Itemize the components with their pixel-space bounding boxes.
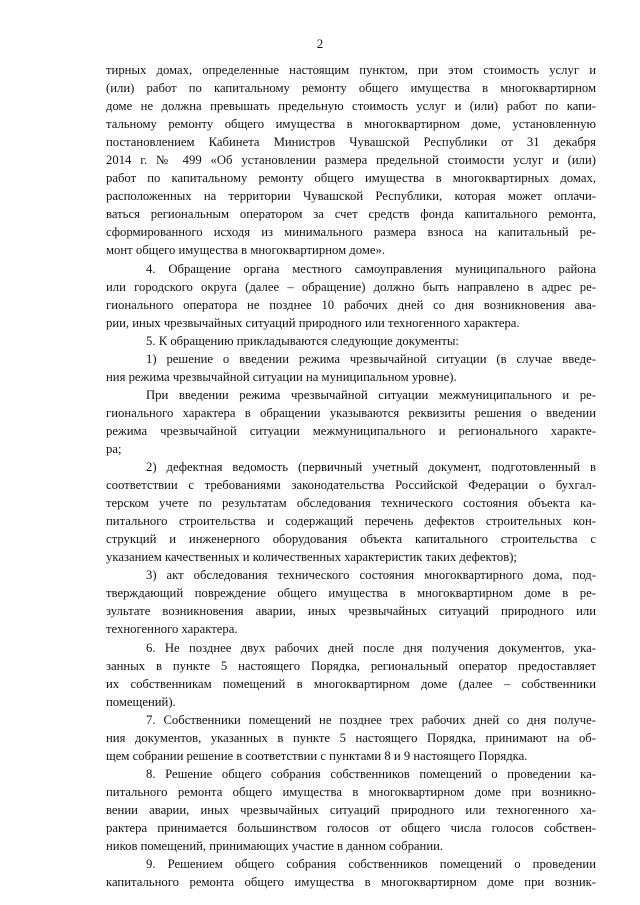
text-line: соответствии с требованиями законодательства Российской Федерации о бухгал- [106,478,596,493]
text-line: терском учете по результатам обследования технического состояния объекта ка- [106,496,596,511]
text-line: 2) дефектная ведомость (первичный учетный документ, подготовленный в [146,460,596,475]
paragraph [106,765,596,855]
paragraph [106,61,596,260]
text-line: питального ремонта общего имущества в многоквартирном доме при возникно- [106,784,596,799]
paragraph [106,350,596,386]
paragraph [106,639,596,711]
text-line: ния режима чрезвычайной ситуации на муниципальном уровне). [106,369,457,384]
text-line: капитального ремонта общего имущества в многоквартирном доме при возник- [106,875,596,890]
text-line: щем собрании решение в соответствии с пунктами 8 и 9 настоящего Порядка. [106,748,528,763]
paragraph [106,386,596,458]
text-line: гионального оператора не позднее 10 рабочих дней со дня возникновения ава- [106,297,596,312]
text-line: гионального характера в обращении указываются реквизиты решения о введении [106,405,596,420]
page-number: 2 [316,36,324,51]
paragraph [106,711,596,765]
text-line: указанием качественных и количественных характеристик таких дефектов); [106,550,517,565]
text-line: тальному ремонту общего имущества в многоквартирном доме, установленную [106,117,596,132]
document-body [106,61,596,891]
text-line: помещений). [106,694,176,709]
text-line: занных в пункте 5 настоящего Порядка, региональный оператор предоставляет [106,658,596,673]
text-line: 7. Собственники помещений не позднее трех рабочих дней со дня получе- [146,712,596,727]
text-line: сформированного исходя из минимального размера взноса на капитальный ре- [106,225,596,240]
text-line: струкций и инженерного оборудования объекта капитального строительства с [106,532,596,547]
text-line: 8. Решение общего собрания собственников помещений о проведении ка- [146,766,596,781]
text-line: расположенных на территории Чувашской Республики, которая может оплачи- [106,189,596,204]
paragraph [106,458,596,566]
text-line: тирных домах, определенные настоящим пунктом, при этом стоимость услуг и [106,63,596,77]
text-line: монт общего имущества в многоквартирном доме». [106,243,386,258]
text-line: питального строительства и содержащий перечень дефектов строительных кон- [106,514,596,529]
paragraph [106,566,596,638]
text-line: доме не должна превышать предельную стоимость услуг и (или) работ по капи- [106,99,596,114]
text-line: 4. Обращение органа местного самоуправления муниципального района [146,261,596,276]
paragraph [106,260,596,332]
text-line: вении аварии, иных чрезвычайных ситуаций природного или техногенного ха- [106,802,596,817]
text-line: 2014 г. № 499 «Об установлении размера предельной стоимости услуг и (или) [106,153,596,168]
text-line: зультате возникновения аварии, иных чрезвычайных ситуаций природного или [106,604,596,619]
paragraph [106,332,596,350]
text-line: При введении режима чрезвычайной ситуации межмуниципального и ре- [146,387,596,402]
text-line: тверждающий повреждение общего имущества в многоквартирном доме в ре- [106,586,596,601]
paragraph [106,855,596,891]
text-line: ваться региональным оператором за счет средств фонда капитального ремонта, [106,207,596,222]
text-line: ников помещений, принимающих участие в данном собрании. [106,839,444,854]
text-line: 6. Не позднее двух рабочих дней после дня получения документов, ука- [146,640,596,655]
text-line: (или) работ по капитальному ремонту общего имущества в многоквартирном [106,81,596,96]
text-line: техногенного характера. [106,622,238,637]
text-line: 1) решение о введении режима чрезвычайной ситуации (в случае введе- [146,351,596,366]
text-line: 9. Решением общего собрания собственников помещений о проведении [146,857,596,872]
text-line: работ по капитальному ремонту общего имущества в многоквартирных домах, [106,171,596,186]
text-line: 3) акт обследования технического состояния многоквартирного дома, под- [146,568,596,583]
text-line: их собственникам помещений в многоквартирном доме (далее – собственники [106,676,596,691]
text-line: 5. К обращению прикладываются следующие документы: [146,333,459,348]
text-line: рактера принимается большинством голосов от общего числа голосов собствен- [106,820,596,835]
text-line: ра; [106,441,122,456]
text-line: режима чрезвычайной ситуации межмуниципального и регионального характе- [106,423,596,438]
text-line: постановлением Кабинета Министров Чувашской Республики от 31 декабря [106,135,596,150]
text-line: рии, иных чрезвычайных ситуаций природного или техногенного характера. [106,315,520,330]
text-line: или городского округа (далее – обращение) должно быть направлено в адрес ре- [106,279,596,294]
text-line: ния документов, указанных в пункте 5 настоящего Порядка, принимают на об- [106,730,596,745]
